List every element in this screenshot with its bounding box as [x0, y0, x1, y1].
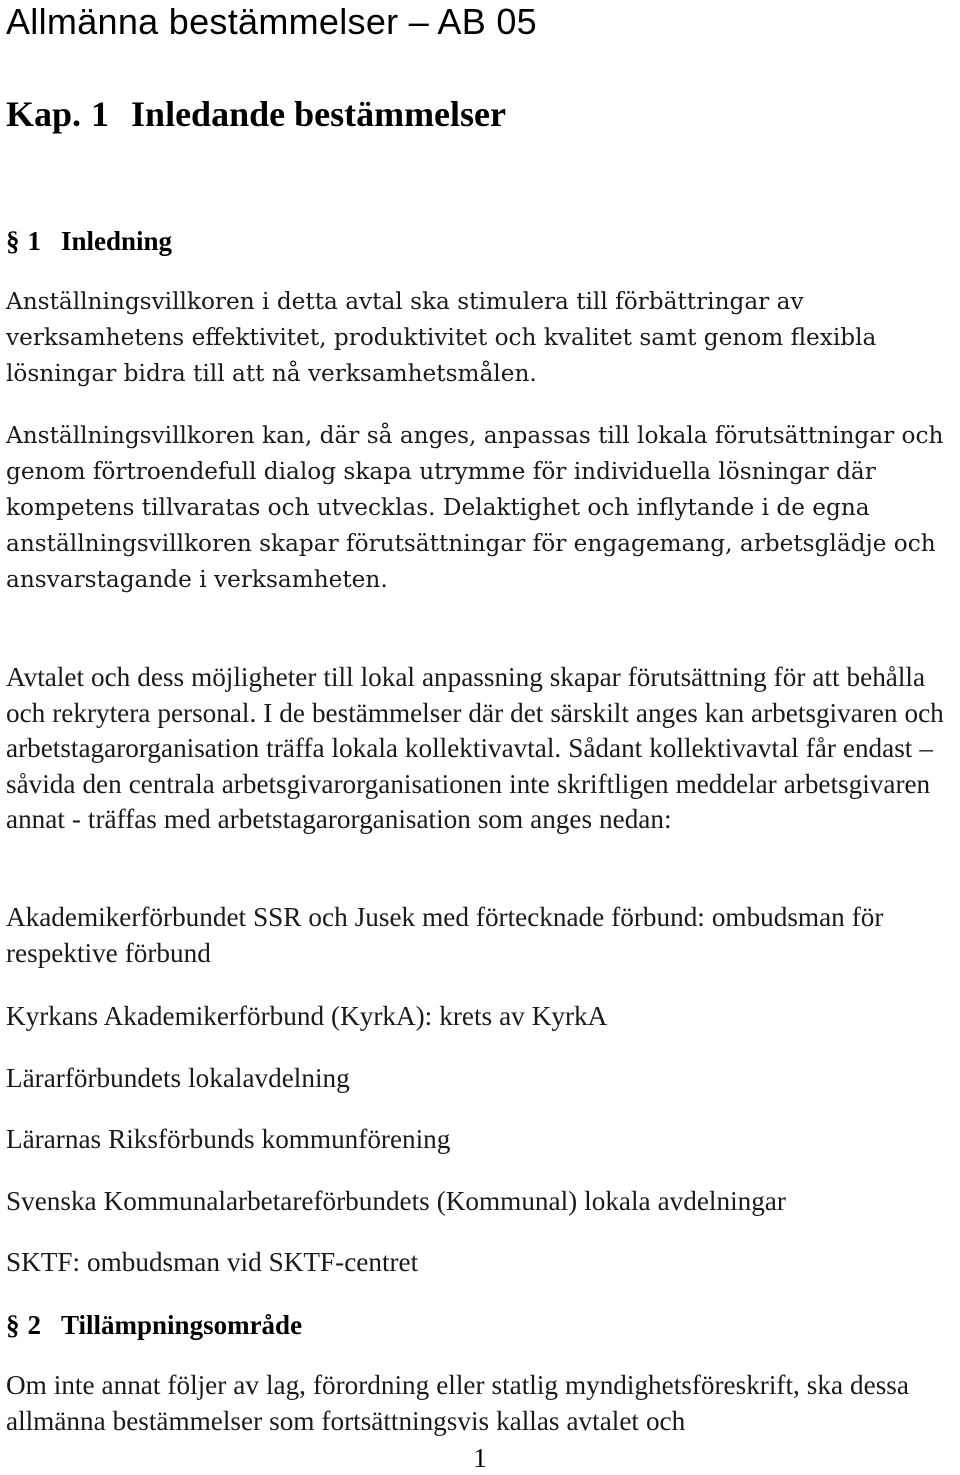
section-number: 2 [27, 1310, 41, 1340]
paragraph-3: Avtalet och dess möjligheter till lokal anpassning skapar förutsättning för att behålla och rekrytera personal. I de bestämmelser där det särskilt anges kan arbetsgivaren och arbetstagarorganisation träffa lokala kollektivavtal. Sådant kollektivavtal får endast – såvida den centrala arbetsgivarorganisationen inte skriftligen meddelar arbetsgivaren annat - träffas med arbetstagarorganisation som anges nedan: [6, 662, 944, 834]
chapter-heading [6, 92, 506, 136]
section-symbol: § [6, 1310, 20, 1340]
paragraph-10: Om inte annat följer av lag, förordning eller statlig myndighetsföreskrift, ska dessa allmänna bestämmelser som fortsättningsvis kallas avtalet och [6, 1370, 909, 1436]
paragraph-4: Akademikerförbundet SSR och Jusek med förtecknade förbund: ombudsman för respektive förbund [6, 902, 884, 968]
paragraph-2: Anställningsvillkoren kan, där så anges, anpassas till lokala förutsättningar och genom förtroendefull dialog skapa utrymme för individuella lösningar där kompetens tillvaratas och utvecklas. Delaktighet och inflytande i de egna anställningsvillkoren skapar förutsättningar för engagemang, arbetsglädje och ansvarstagande i verksamheten. [6, 422, 944, 593]
section-symbol: § [6, 226, 20, 256]
paragraph-8: Svenska Kommunalarbetareförbundets (Kommunal) lokala avdelningar [6, 1186, 786, 1216]
section-title: Inledning [61, 226, 173, 256]
section-title: Tillämpningsområde [61, 1310, 303, 1340]
paragraph-9: SKTF: ombudsman vid SKTF-centret [6, 1247, 419, 1277]
paragraph-5: Kyrkans Akademikerförbund (KyrkA): krets av KyrkA [6, 1001, 608, 1031]
section-1-heading [6, 224, 172, 258]
chapter-title: Inledande bestämmelser [131, 94, 507, 134]
paragraph-1: Anställningsvillkoren i detta avtal ska stimulera till förbättringar av verksamhetens effektivitet, produktivitet och kvalitet samt genom flexibla lösningar bidra till att nå verksamhetsmålen. [6, 288, 877, 387]
section-number: 1 [27, 226, 41, 256]
paragraph-7: Lärarnas Riksförbunds kommunförening [6, 1124, 451, 1154]
paragraph-6: Lärarförbundets lokalavdelning [6, 1063, 350, 1093]
chapter-prefix: Kap. [6, 94, 82, 134]
page-number: 1 [473, 1443, 487, 1473]
chapter-number: 1 [91, 94, 110, 134]
document-title: Allmänna bestämmelser – AB 05 [6, 1, 537, 42]
section-2-heading [6, 1308, 302, 1342]
